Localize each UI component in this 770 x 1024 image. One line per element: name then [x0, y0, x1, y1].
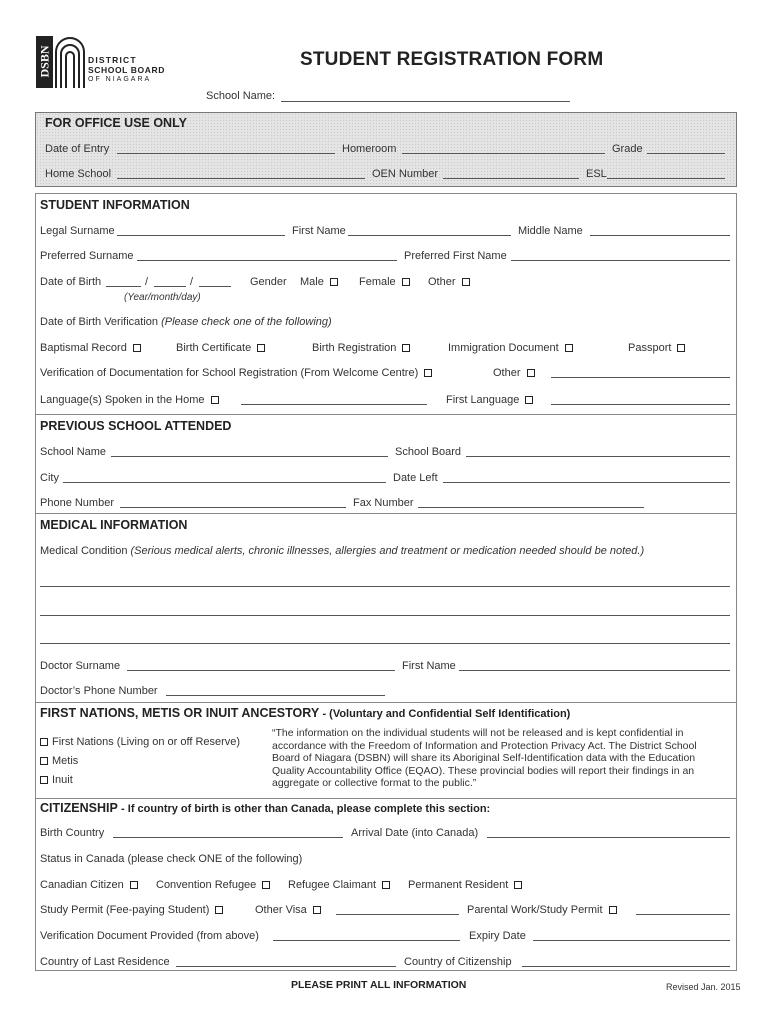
- birth-country-field[interactable]: [113, 837, 343, 838]
- office-homeroom-label: Homeroom: [342, 143, 397, 155]
- last-residence-label: Country of Last Residence: [40, 956, 170, 968]
- gender-female-checkbox[interactable]: [402, 278, 410, 286]
- verification-other-field[interactable]: [551, 377, 730, 378]
- doctor-first-name-label: First Name: [402, 660, 456, 672]
- doctor-surname-field[interactable]: [127, 670, 395, 671]
- separator: [35, 798, 737, 799]
- other-visa-checkbox[interactable]: [313, 906, 321, 914]
- prev-city-field[interactable]: [63, 482, 386, 483]
- print-note: PLEASE PRINT ALL INFORMATION: [291, 979, 467, 991]
- office-homeroom-field[interactable]: [402, 153, 605, 154]
- metis-checkbox[interactable]: [40, 757, 48, 765]
- logo-line-3: OF NIAGARA: [88, 76, 152, 83]
- immigration-document-checkbox[interactable]: [565, 344, 573, 352]
- birth-country-label: Birth Country: [40, 827, 105, 839]
- legal-surname-field[interactable]: [117, 235, 285, 236]
- office-esl-label: ESL: [586, 168, 607, 180]
- middle-name-label: Middle Name: [518, 225, 583, 237]
- form-title: STUDENT REGISTRATION FORM: [300, 49, 604, 70]
- doctor-phone-label: Doctor’s Phone Number: [40, 685, 158, 697]
- other-visa-field[interactable]: [336, 914, 459, 915]
- dob-format-note: (Year/month/day): [124, 292, 201, 303]
- office-date-of-entry-label: Date of Entry: [45, 143, 110, 155]
- office-oen-label: OEN Number: [372, 168, 439, 180]
- permanent-resident-checkbox[interactable]: [514, 881, 522, 889]
- passport-checkbox[interactable]: [677, 344, 685, 352]
- office-date-of-entry-field[interactable]: [117, 153, 335, 154]
- verification-documentation-option[interactable]: Verification of Documentation for School Registration (From Welcome Centre): [40, 367, 432, 380]
- first-name-label: First Name: [292, 225, 346, 237]
- gender-other-option[interactable]: [428, 276, 470, 289]
- baptismal-record-checkbox[interactable]: [133, 344, 141, 352]
- arrival-date-field[interactable]: [487, 837, 730, 838]
- gender-male-option[interactable]: [300, 276, 338, 289]
- citizenship-heading: CITIZENSHIP - If country of birth is other than Canada, please complete this section:: [40, 801, 491, 815]
- prev-fax-field[interactable]: [418, 507, 644, 508]
- gender-female-label: Female: [359, 276, 396, 288]
- medical-condition-label: Medical Condition (Serious medical alerts, chronic illnesses, allergies and treatment or medication needed should be noted.): [40, 545, 645, 557]
- doctor-first-name-field[interactable]: [459, 670, 730, 671]
- medical-condition-line-2[interactable]: [40, 615, 730, 616]
- middle-name-field[interactable]: [590, 235, 730, 236]
- baptismal-record-option[interactable]: Baptismal Record: [40, 342, 141, 355]
- verification-other-option[interactable]: Other: [493, 367, 535, 380]
- birth-registration-checkbox[interactable]: [402, 344, 410, 352]
- inuit-checkbox[interactable]: [40, 776, 48, 784]
- dob-day-field[interactable]: [199, 286, 231, 287]
- expiry-date-label: Expiry Date: [469, 930, 526, 942]
- logo-acronym: DSBN: [37, 45, 52, 78]
- office-grade-field[interactable]: [647, 153, 725, 154]
- office-oen-field[interactable]: [443, 178, 579, 179]
- prev-phone-field[interactable]: [120, 507, 346, 508]
- study-permit-option[interactable]: Study Permit (Fee-paying Student): [40, 904, 223, 917]
- prev-city-label: City: [40, 472, 59, 484]
- parental-permit-option[interactable]: Parental Work/Study Permit: [467, 904, 617, 917]
- dsbn-logo: [36, 36, 176, 88]
- expiry-date-field[interactable]: [533, 940, 730, 941]
- inuit-option[interactable]: Inuit: [40, 774, 73, 787]
- prev-school-name-field[interactable]: [111, 456, 388, 457]
- languages-spoken-checkbox[interactable]: [211, 396, 219, 404]
- logo-line-2: SCHOOL BOARD: [88, 65, 165, 75]
- country-citizenship-field[interactable]: [522, 966, 730, 967]
- office-grade-label: Grade: [612, 143, 643, 155]
- first-name-field[interactable]: [348, 235, 511, 236]
- canadian-citizen-checkbox[interactable]: [130, 881, 138, 889]
- doctor-surname-label: Doctor Surname: [40, 660, 121, 672]
- legal-surname-label: Legal Surname: [40, 225, 115, 237]
- school-name-label: School Name:: [206, 90, 276, 102]
- separator: [35, 702, 737, 703]
- preferred-surname-field[interactable]: [137, 260, 397, 261]
- student-info-heading: STUDENT INFORMATION: [40, 198, 190, 212]
- canadian-citizen-option[interactable]: Canadian Citizen: [40, 879, 138, 892]
- convention-refugee-option[interactable]: Convention Refugee: [156, 879, 270, 892]
- birth-registration-option[interactable]: Birth Registration: [312, 342, 410, 355]
- first-language-option[interactable]: First Language: [446, 394, 533, 407]
- prev-school-board-field[interactable]: [466, 456, 730, 457]
- medical-condition-line-3[interactable]: [40, 643, 730, 644]
- arrival-date-label: Arrival Date (into Canada): [351, 827, 479, 839]
- languages-spoken-option[interactable]: Language(s) Spoken in the Home: [40, 394, 219, 407]
- medical-heading: MEDICAL INFORMATION: [40, 518, 188, 532]
- verification-provided-label: Verification Document Provided (from above): [40, 930, 259, 942]
- gender-male-checkbox[interactable]: [330, 278, 338, 286]
- metis-option[interactable]: Metis: [40, 755, 78, 768]
- status-in-canada-label: Status in Canada (please check ONE of the following): [40, 853, 303, 865]
- logo-arches-icon: [54, 36, 86, 88]
- last-residence-field[interactable]: [176, 966, 396, 967]
- separator: [35, 414, 737, 415]
- doctor-phone-field[interactable]: [166, 695, 385, 696]
- birth-certificate-checkbox[interactable]: [257, 344, 265, 352]
- languages-spoken-field[interactable]: [241, 404, 427, 405]
- first-nations-option[interactable]: First Nations (Living on or off Reserve): [40, 736, 240, 749]
- convention-refugee-checkbox[interactable]: [262, 881, 270, 889]
- gender-label: Gender: [250, 276, 287, 288]
- previous-school-heading: PREVIOUS SCHOOL ATTENDED: [40, 419, 232, 433]
- verification-other-checkbox[interactable]: [527, 369, 535, 377]
- birth-certificate-option[interactable]: Birth Certificate: [176, 342, 265, 355]
- preferred-first-name-field[interactable]: [511, 260, 730, 261]
- dob-verification-label: Date of Birth Verification (Please check one of the following): [40, 316, 332, 328]
- confidentiality-quote: “The information on the individual students will not be released and is kept confidential in accordance with the Freedom of Information and Protection Privacy Act. The District School Board of Niagara (DSBN) will share its Aboriginal Self-Identification data with the Education Quality Accountability Office (EQAO). These provincial bodies will report their findings in an aggregate or collective format to the public.”: [272, 727, 697, 790]
- gender-male-label: Male: [300, 276, 324, 288]
- logo-line-1: DISTRICT: [88, 55, 137, 65]
- school-name-field[interactable]: [281, 101, 570, 102]
- dob-year-field[interactable]: [106, 286, 141, 287]
- dob-slash-2: /: [190, 276, 194, 288]
- dob-label: Date of Birth: [40, 276, 102, 288]
- prev-date-left-field[interactable]: [443, 482, 730, 483]
- passport-option[interactable]: Passport: [628, 342, 685, 355]
- office-title: FOR OFFICE USE ONLY: [45, 116, 187, 130]
- separator: [35, 513, 737, 514]
- first-language-checkbox[interactable]: [525, 396, 533, 404]
- prev-school-board-label: School Board: [395, 446, 462, 458]
- parental-permit-checkbox[interactable]: [609, 906, 617, 914]
- office-home-school-label: Home School: [45, 168, 112, 180]
- gender-female-option[interactable]: [359, 276, 410, 289]
- preferred-surname-label: Preferred Surname: [40, 250, 134, 262]
- verification-documentation-checkbox[interactable]: [424, 369, 432, 377]
- gender-other-label: Other: [428, 276, 456, 288]
- revised-date: Revised Jan. 2015: [666, 982, 741, 992]
- first-language-field[interactable]: [551, 404, 730, 405]
- refugee-claimant-option[interactable]: Refugee Claimant: [288, 879, 390, 892]
- prev-date-left-label: Date Left: [393, 472, 438, 484]
- first-nations-checkbox[interactable]: [40, 738, 48, 746]
- study-permit-checkbox[interactable]: [215, 906, 223, 914]
- country-citizenship-label: Country of Citizenship: [404, 956, 512, 968]
- prev-school-name-label: School Name: [40, 446, 107, 458]
- gender-other-checkbox[interactable]: [462, 278, 470, 286]
- dob-month-field[interactable]: [154, 286, 186, 287]
- medical-condition-line-1[interactable]: [40, 586, 730, 587]
- office-esl-field[interactable]: [607, 178, 725, 179]
- verification-provided-field[interactable]: [273, 940, 460, 941]
- preferred-first-name-label: Preferred First Name: [404, 250, 507, 262]
- prev-fax-label: Fax Number: [353, 497, 414, 509]
- refugee-claimant-checkbox[interactable]: [382, 881, 390, 889]
- permanent-resident-option[interactable]: Permanent Resident: [408, 879, 522, 892]
- immigration-document-option[interactable]: Immigration Document: [448, 342, 573, 355]
- office-home-school-field[interactable]: [117, 178, 365, 179]
- ancestry-heading: FIRST NATIONS, METIS OR INUIT ANCESTORY - (Voluntary and Confidential Self Identification): [40, 706, 571, 720]
- dob-slash-1: /: [145, 276, 149, 288]
- parental-permit-field[interactable]: [636, 914, 730, 915]
- prev-phone-label: Phone Number: [40, 497, 114, 509]
- other-visa-option[interactable]: Other Visa: [255, 904, 321, 917]
